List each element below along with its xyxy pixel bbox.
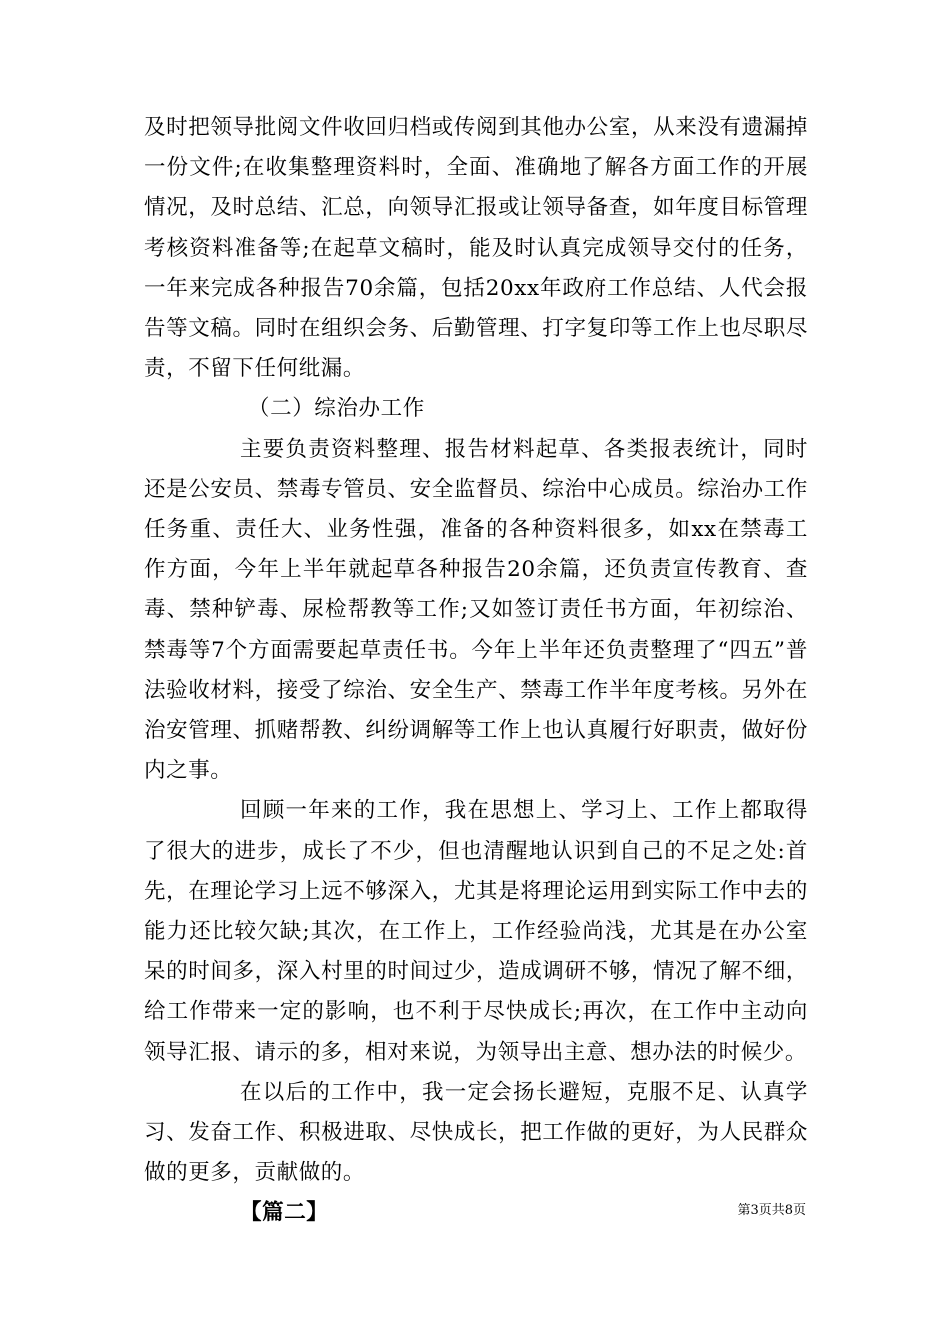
paragraph-review: 回顾一年来的工作，我在思想上、学习上、工作上都取得了很大的进步，成长了不少，但也清醒地认识到自己的不足之处:首先，在理论学习上远不够深入，尤其是将理论运用到实际工作中去的能力还比较欠缺;其次，在工作上，工作经验尚浅，尤其是在办公室呆的时间多，深入村里的时间过少，造成调研不够，情况了解不细，给工作带来一定的影响，也不利于尽快成长;再次，在工作中主动向领导汇报、请示的多，相对来说，为领导出主意、想办法的时候少。 xyxy=(144,798,808,1065)
page-number-footer: 第3页共8页 xyxy=(737,1203,806,1218)
section-subheading: （二）综治办工作 xyxy=(248,396,425,422)
paragraph-future: 在以后的工作中，我一定会扬长避短，克服不足、认真学习、发奋工作、积极进取、尽快成长，把工作做的更好，为人民群众做的更多，贡献做的。 xyxy=(144,1079,808,1186)
document-body xyxy=(144,108,808,1234)
section-marker: 【篇二】 xyxy=(240,1200,329,1226)
paragraph-continued: 及时把领导批阅文件收回归档或传阅到其他办公室，从来没有遗漏掉一份文件;在收集整理资料时，全面、准确地了解各方面工作的开展情况，及时总结、汇总，向领导汇报或让领导备查，如年度目标管理考核资料准备等;在起草文稿时，能及时认真完成领导交付的任务，一年来完成各种报告70余篇，包括20xx年政府工作总结、人代会报告等文稿。同时在组织会务、后勤管理、打字复印等工作上也尽职尽责，不留下任何纰漏。 xyxy=(144,115,808,382)
paragraph-duties: 主要负责资料整理、报告材料起草、各类报表统计，同时还是公安员、禁毒专管员、安全监督员、综治中心成员。综治办工作任务重、责任大、业务性强，准备的各种资料很多，如xx在禁毒工作方面，今年上半年就起草各种报告20余篇，还负责宣传教育、查毒、禁种铲毒、尿检帮教等工作;又如签订责任书方面，年初综治、禁毒等7个方面需要起草责任书。今年上半年还负责整理了“四五”普法验收材料，接受了综治、安全生产、禁毒工作半年度考核。另外在治安管理、抓赌帮教、纠纷调解等工作上也认真履行好职责，做好份内之事。 xyxy=(144,436,808,784)
